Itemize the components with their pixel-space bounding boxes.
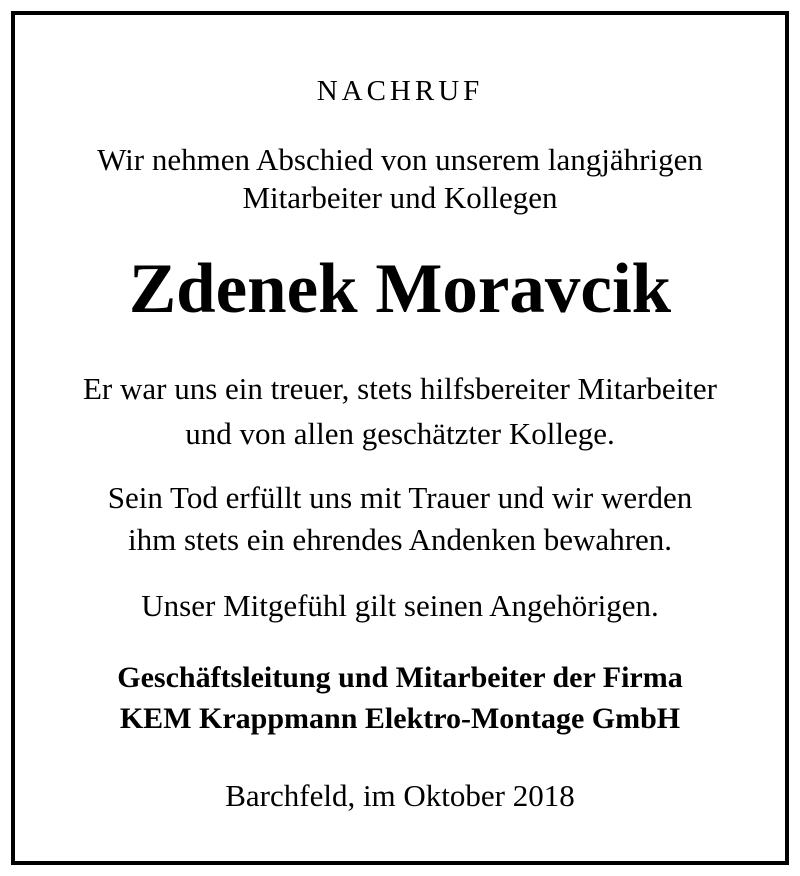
signature-line-1: Geschäftsleitung und Mitarbeiter der Firma: [117, 661, 683, 694]
place-date: Barchfeld, im Oktober 2018: [225, 778, 575, 813]
signature-line-2: KEM Krappmann Elektro-Montage GmbH: [119, 702, 681, 735]
intro-line-1: Wir nehmen Abschied von unserem langjährigen: [97, 142, 703, 177]
paragraph-1-line-2: und von allen geschätzter Kollege.: [185, 416, 615, 451]
intro-line-2: Mitarbeiter und Kollegen: [242, 180, 558, 215]
paragraph-2-line-1: Sein Tod erfüllt uns mit Trauer und wir werden: [107, 480, 693, 515]
paragraph-1-line-1: Er war uns ein treuer, stets hilfsbereiter Mitarbeiter: [82, 371, 718, 406]
paragraph-3: Unser Mitgefühl gilt seinen Angehörigen.: [141, 588, 659, 623]
paragraph-2-line-2: ihm stets ein ehrendes Andenken bewahren.: [127, 522, 673, 557]
notice-heading: NACHRUF: [316, 75, 484, 107]
deceased-name: Zdenek Moravcik: [128, 250, 672, 328]
